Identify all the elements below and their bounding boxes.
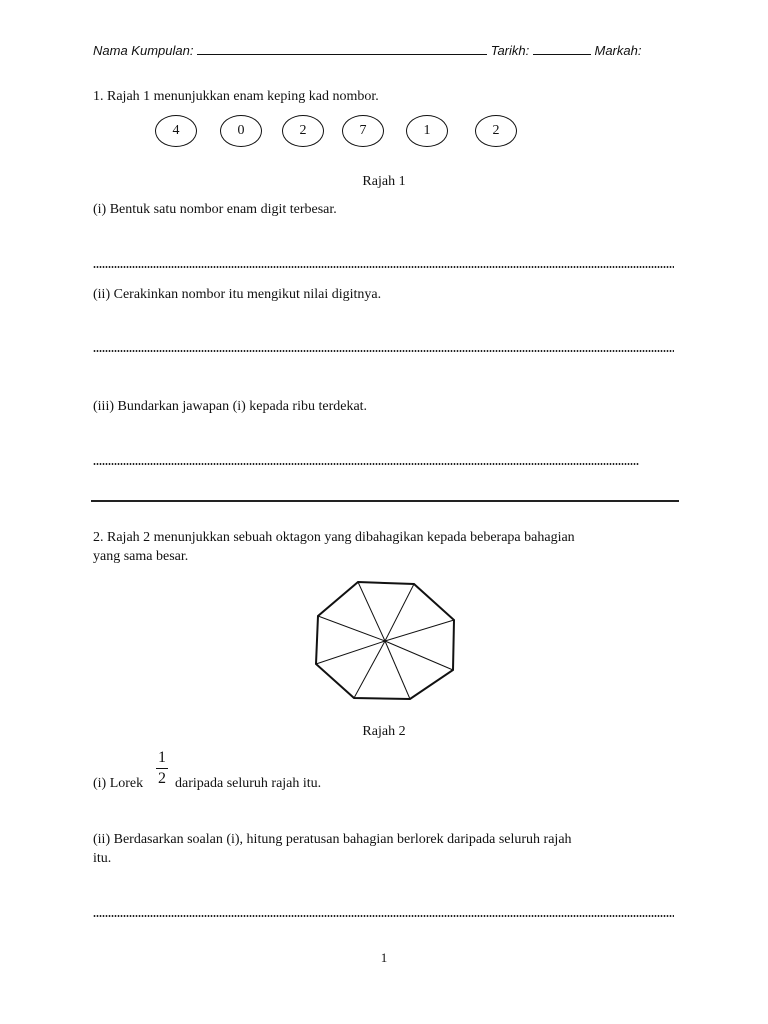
fraction-denominator: 2 — [158, 770, 166, 787]
number-card: 1 — [406, 115, 448, 147]
number-card: 0 — [220, 115, 262, 147]
figure-caption-2: Rajah 2 — [362, 724, 406, 739]
answer-line-q1-i[interactable] — [93, 266, 674, 268]
fraction-bar — [156, 768, 168, 769]
section-divider — [91, 500, 679, 502]
octagon-figure — [310, 578, 460, 704]
number-card: 4 — [155, 115, 197, 147]
q2-part-i-prefix: (i) Lorek — [93, 776, 144, 791]
q1-part-ii: (ii) Cerakinkan nombor itu mengikut nilai digitnya. — [93, 287, 382, 302]
q1-intro: 1. Rajah 1 menunjukkan enam keping kad nombor. — [93, 89, 379, 104]
answer-line-q1-ii[interactable] — [93, 350, 674, 352]
q2-part-ii-line2: itu. — [93, 851, 112, 866]
q2-part-ii-line1: (ii) Berdasarkan soalan (i), hitung peratusan bahagian berlorek daripada seluruh rajah — [93, 832, 572, 847]
page-number: 1 — [380, 950, 388, 965]
group-name-label: Nama Kumpulan: — [93, 43, 194, 58]
date-blank[interactable] — [533, 42, 591, 55]
worksheet-header — [93, 42, 641, 58]
number-card: 2 — [282, 115, 324, 147]
date-label: Tarikh: — [490, 43, 530, 58]
q1-part-i: (i) Bentuk satu nombor enam digit terbesar. — [93, 202, 337, 217]
fraction-numerator: 1 — [158, 749, 166, 766]
q2-part-i-suffix: daripada seluruh rajah itu. — [175, 776, 322, 791]
fraction-half — [156, 750, 168, 787]
number-card: 7 — [342, 115, 384, 147]
q1-part-iii: (iii) Bundarkan jawapan (i) kepada ribu terdekat. — [93, 399, 368, 414]
marks-label: Markah: — [594, 43, 642, 58]
number-card: 2 — [475, 115, 517, 147]
figure-caption-1: Rajah 1 — [362, 174, 406, 189]
answer-line-q2-ii[interactable] — [93, 915, 674, 917]
q2-intro-line2: yang sama besar. — [93, 549, 189, 564]
q2-intro-line1: 2. Rajah 2 menunjukkan sebuah oktagon yang dibahagikan kepada beberapa bahagian — [93, 530, 575, 545]
group-name-blank[interactable] — [197, 42, 487, 55]
answer-line-q1-iii[interactable] — [93, 463, 639, 465]
